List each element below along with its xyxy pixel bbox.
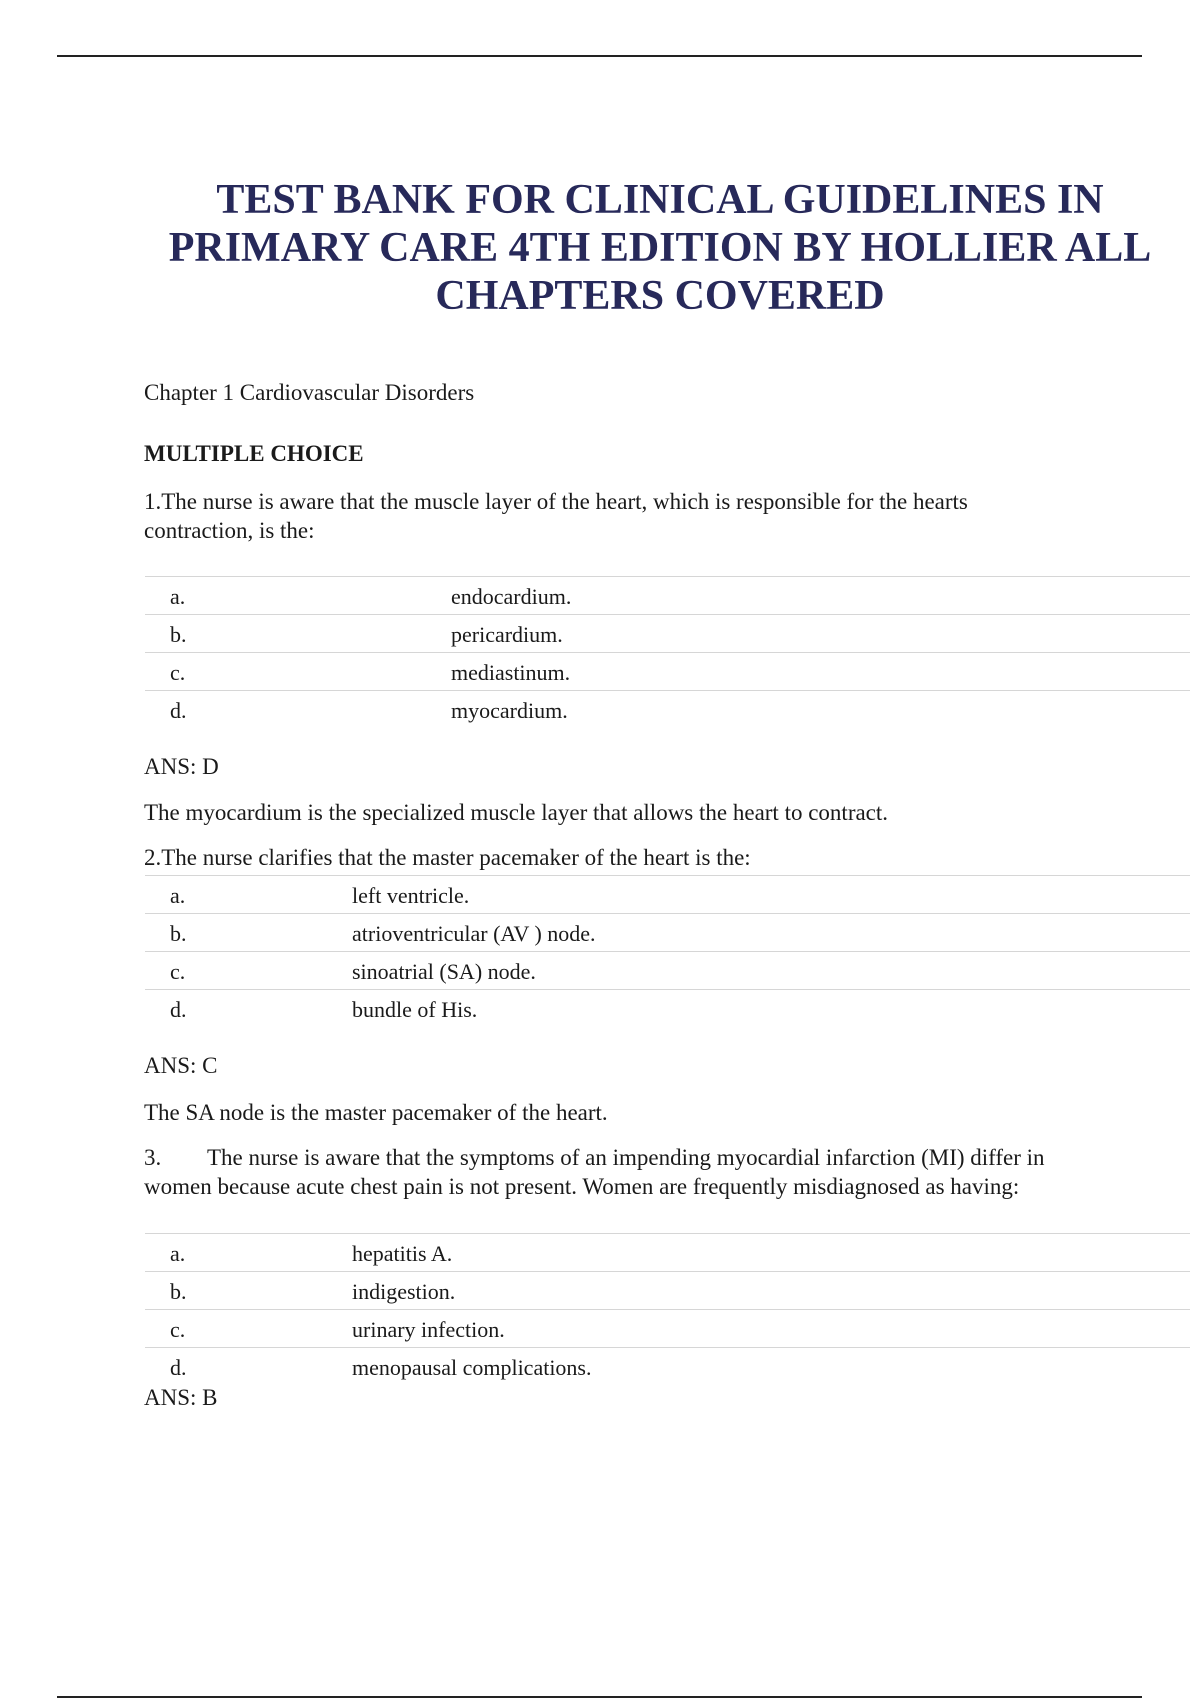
question-1-choices (145, 576, 1190, 728)
question-3-answer: ANS: B (144, 1385, 218, 1410)
choice-text: mediastinum. (451, 660, 571, 685)
choice-letter: b. (170, 1279, 187, 1304)
choice-text: myocardium. (451, 698, 568, 723)
question-2-choices (145, 875, 1190, 1027)
choice-row (145, 951, 1190, 989)
choice-letter: c. (170, 959, 186, 984)
choice-text: pericardium. (451, 622, 563, 647)
choice-row (145, 576, 1190, 614)
choice-letter: d. (170, 997, 187, 1022)
chapter-heading: Chapter 1 Cardiovascular Disorders (144, 380, 475, 405)
choice-row (145, 1271, 1190, 1309)
top-rule (57, 55, 1142, 57)
document-title: TEST BANK FOR CLINICAL GUIDELINES IN PRIMARY CARE 4TH EDITION BY HOLLIER ALL CHAPTERS COVERED (168, 177, 1152, 319)
choice-letter: a. (170, 1241, 186, 1266)
choice-row (145, 875, 1190, 913)
choice-letter: c. (170, 660, 186, 685)
choice-letter: d. (170, 698, 187, 723)
question-3-choices (145, 1233, 1190, 1385)
question-3-stem-line-2: women because acute chest pain is not present. Women are frequently misdiagnosed as having: (144, 1174, 1020, 1199)
choice-row (145, 652, 1190, 690)
choice-row (145, 913, 1190, 951)
choice-row (145, 614, 1190, 652)
choice-text: endocardium. (451, 584, 572, 609)
question-1-stem-line-2: contraction, is the: (144, 518, 315, 543)
choice-text: indigestion. (352, 1279, 456, 1304)
question-1-stem-line-1: 1.The nurse is aware that the muscle layer of the heart, which is responsible for the hearts (144, 489, 968, 514)
choice-text: atrioventricular (AV ) node. (352, 921, 596, 946)
question-1-rationale: The myocardium is the specialized muscle layer that allows the heart to contract. (144, 800, 889, 825)
choice-letter: d. (170, 1355, 187, 1380)
question-2-answer: ANS: C (144, 1053, 218, 1078)
question-2-stem (144, 843, 751, 872)
question-3-stem-line-1: The nurse is aware that the symptoms of an impending myocardial infarction (MI) differ in (207, 1145, 1045, 1170)
choice-letter: b. (170, 921, 187, 946)
choice-text: bundle of His. (352, 997, 478, 1022)
choice-text: urinary infection. (352, 1317, 505, 1342)
section-heading: MULTIPLE CHOICE (144, 441, 364, 466)
question-3-number: 3. (144, 1145, 162, 1170)
question-1-stem (144, 487, 968, 545)
choice-letter: a. (170, 883, 186, 908)
choice-row (145, 1233, 1190, 1271)
choice-text: left ventricle. (352, 883, 470, 908)
choice-text: menopausal complications. (352, 1355, 592, 1380)
choice-letter: b. (170, 622, 187, 647)
question-3-stem (144, 1143, 1045, 1201)
question-1-answer: ANS: D (144, 754, 219, 779)
bottom-rule (57, 1696, 1142, 1698)
choice-row (145, 989, 1190, 1027)
question-2-rationale: The SA node is the master pacemaker of the heart. (144, 1100, 608, 1125)
choice-text: sinoatrial (SA) node. (352, 959, 536, 984)
choice-row (145, 1347, 1190, 1385)
choice-text: hepatitis A. (352, 1241, 453, 1266)
choice-row (145, 690, 1190, 728)
choice-row (145, 1309, 1190, 1347)
choice-letter: c. (170, 1317, 186, 1342)
question-2-stem-line-1: 2.The nurse clarifies that the master pacemaker of the heart is the: (144, 845, 751, 870)
choice-letter: a. (170, 584, 186, 609)
